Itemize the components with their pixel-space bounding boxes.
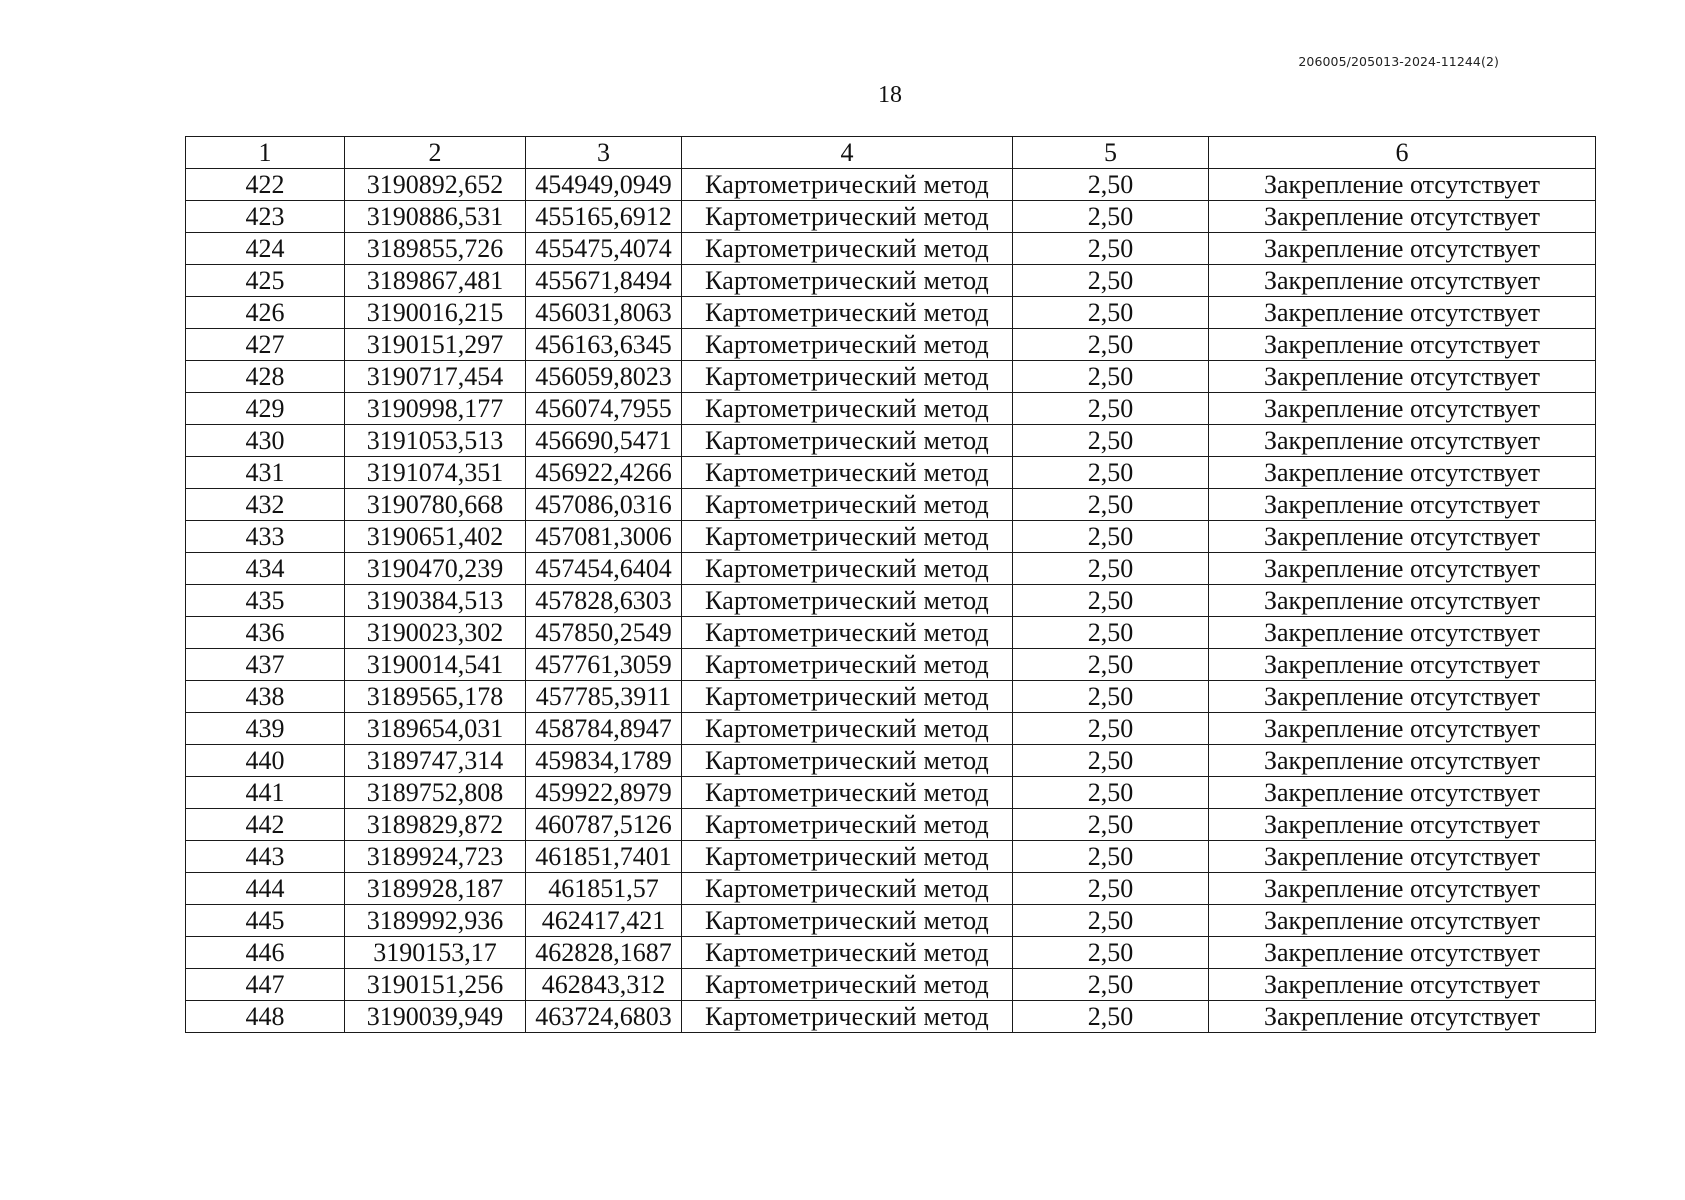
fixing-cell: Закрепление отсутствует	[1209, 489, 1596, 521]
coord-y-cell: 457761,3059	[526, 649, 682, 681]
point-number-cell: 422	[186, 169, 345, 201]
coord-y-cell: 456922,4266	[526, 457, 682, 489]
table-row	[186, 841, 1596, 873]
fixing-cell: Закрепление отсутствует	[1209, 329, 1596, 361]
table-row	[186, 393, 1596, 425]
accuracy-cell: 2,50	[1013, 585, 1209, 617]
point-number-cell: 440	[186, 745, 345, 777]
table-row	[186, 777, 1596, 809]
point-number-cell: 433	[186, 521, 345, 553]
accuracy-cell: 2,50	[1013, 201, 1209, 233]
coord-y-cell: 462828,1687	[526, 937, 682, 969]
method-cell: Картометрический метод	[682, 745, 1013, 777]
fixing-cell: Закрепление отсутствует	[1209, 457, 1596, 489]
column-header: 1	[186, 137, 345, 169]
point-number-cell: 442	[186, 809, 345, 841]
accuracy-cell: 2,50	[1013, 905, 1209, 937]
table-row	[186, 489, 1596, 521]
point-number-cell: 447	[186, 969, 345, 1001]
point-number-cell: 438	[186, 681, 345, 713]
method-cell: Картометрический метод	[682, 425, 1013, 457]
fixing-cell: Закрепление отсутствует	[1209, 553, 1596, 585]
coord-x-cell: 3189924,723	[345, 841, 526, 873]
accuracy-cell: 2,50	[1013, 777, 1209, 809]
table-row	[186, 969, 1596, 1001]
column-header: 2	[345, 137, 526, 169]
fixing-cell: Закрепление отсутствует	[1209, 777, 1596, 809]
coord-y-cell: 462843,312	[526, 969, 682, 1001]
table-row	[186, 649, 1596, 681]
coord-x-cell: 3190023,302	[345, 617, 526, 649]
coord-x-cell: 3190892,652	[345, 169, 526, 201]
document-id: 206005/205013-2024-11244(2)	[1298, 54, 1499, 69]
fixing-cell: Закрепление отсутствует	[1209, 1001, 1596, 1033]
coord-y-cell: 457850,2549	[526, 617, 682, 649]
coord-y-cell: 460787,5126	[526, 809, 682, 841]
coord-y-cell: 459922,8979	[526, 777, 682, 809]
fixing-cell: Закрепление отсутствует	[1209, 873, 1596, 905]
table-row	[186, 457, 1596, 489]
table-row	[186, 233, 1596, 265]
method-cell: Картометрический метод	[682, 873, 1013, 905]
accuracy-cell: 2,50	[1013, 969, 1209, 1001]
coord-x-cell: 3189654,031	[345, 713, 526, 745]
accuracy-cell: 2,50	[1013, 809, 1209, 841]
fixing-cell: Закрепление отсутствует	[1209, 681, 1596, 713]
coord-x-cell: 3189992,936	[345, 905, 526, 937]
coord-y-cell: 455671,8494	[526, 265, 682, 297]
coord-y-cell: 457454,6404	[526, 553, 682, 585]
table-body	[186, 169, 1596, 1033]
coord-y-cell: 459834,1789	[526, 745, 682, 777]
accuracy-cell: 2,50	[1013, 937, 1209, 969]
coord-x-cell: 3189928,187	[345, 873, 526, 905]
fixing-cell: Закрепление отсутствует	[1209, 297, 1596, 329]
point-number-cell: 430	[186, 425, 345, 457]
point-number-cell: 428	[186, 361, 345, 393]
table-row	[186, 681, 1596, 713]
coord-y-cell: 463724,6803	[526, 1001, 682, 1033]
fixing-cell: Закрепление отсутствует	[1209, 905, 1596, 937]
coord-y-cell: 456059,8023	[526, 361, 682, 393]
fixing-cell: Закрепление отсутствует	[1209, 745, 1596, 777]
point-number-cell: 439	[186, 713, 345, 745]
method-cell: Картометрический метод	[682, 169, 1013, 201]
fixing-cell: Закрепление отсутствует	[1209, 585, 1596, 617]
method-cell: Картометрический метод	[682, 585, 1013, 617]
method-cell: Картометрический метод	[682, 457, 1013, 489]
coord-y-cell: 457081,3006	[526, 521, 682, 553]
method-cell: Картометрический метод	[682, 649, 1013, 681]
coord-x-cell: 3190780,668	[345, 489, 526, 521]
method-cell: Картометрический метод	[682, 841, 1013, 873]
point-number-cell: 443	[186, 841, 345, 873]
column-header: 6	[1209, 137, 1596, 169]
table-row	[186, 617, 1596, 649]
accuracy-cell: 2,50	[1013, 457, 1209, 489]
coord-x-cell: 3190886,531	[345, 201, 526, 233]
coord-x-cell: 3189747,314	[345, 745, 526, 777]
column-header: 3	[526, 137, 682, 169]
coord-y-cell: 455165,6912	[526, 201, 682, 233]
accuracy-cell: 2,50	[1013, 521, 1209, 553]
table-row	[186, 169, 1596, 201]
fixing-cell: Закрепление отсутствует	[1209, 265, 1596, 297]
coord-x-cell: 3190151,256	[345, 969, 526, 1001]
table-row	[186, 425, 1596, 457]
coord-x-cell: 3190470,239	[345, 553, 526, 585]
coord-x-cell: 3189867,481	[345, 265, 526, 297]
coord-y-cell: 462417,421	[526, 905, 682, 937]
coord-x-cell: 3191053,513	[345, 425, 526, 457]
method-cell: Картометрический метод	[682, 777, 1013, 809]
method-cell: Картометрический метод	[682, 969, 1013, 1001]
table-header-row	[186, 137, 1596, 169]
fixing-cell: Закрепление отсутствует	[1209, 617, 1596, 649]
accuracy-cell: 2,50	[1013, 265, 1209, 297]
coord-y-cell: 461851,7401	[526, 841, 682, 873]
accuracy-cell: 2,50	[1013, 361, 1209, 393]
table-row	[186, 297, 1596, 329]
table-row	[186, 361, 1596, 393]
fixing-cell: Закрепление отсутствует	[1209, 361, 1596, 393]
coord-x-cell: 3190651,402	[345, 521, 526, 553]
fixing-cell: Закрепление отсутствует	[1209, 425, 1596, 457]
table-row	[186, 905, 1596, 937]
accuracy-cell: 2,50	[1013, 745, 1209, 777]
fixing-cell: Закрепление отсутствует	[1209, 969, 1596, 1001]
column-header: 5	[1013, 137, 1209, 169]
accuracy-cell: 2,50	[1013, 873, 1209, 905]
coord-x-cell: 3191074,351	[345, 457, 526, 489]
point-number-cell: 445	[186, 905, 345, 937]
method-cell: Картометрический метод	[682, 489, 1013, 521]
coord-y-cell: 456690,5471	[526, 425, 682, 457]
coord-x-cell: 3190998,177	[345, 393, 526, 425]
accuracy-cell: 2,50	[1013, 169, 1209, 201]
table-row	[186, 809, 1596, 841]
point-number-cell: 444	[186, 873, 345, 905]
table-row	[186, 553, 1596, 585]
method-cell: Картометрический метод	[682, 265, 1013, 297]
coord-y-cell: 454949,0949	[526, 169, 682, 201]
fixing-cell: Закрепление отсутствует	[1209, 233, 1596, 265]
method-cell: Картометрический метод	[682, 233, 1013, 265]
method-cell: Картометрический метод	[682, 617, 1013, 649]
table-row	[186, 329, 1596, 361]
fixing-cell: Закрепление отсутствует	[1209, 809, 1596, 841]
column-header: 4	[682, 137, 1013, 169]
coord-y-cell: 456031,8063	[526, 297, 682, 329]
point-number-cell: 427	[186, 329, 345, 361]
point-number-cell: 423	[186, 201, 345, 233]
coord-y-cell: 461851,57	[526, 873, 682, 905]
accuracy-cell: 2,50	[1013, 553, 1209, 585]
accuracy-cell: 2,50	[1013, 681, 1209, 713]
fixing-cell: Закрепление отсутствует	[1209, 393, 1596, 425]
point-number-cell: 446	[186, 937, 345, 969]
accuracy-cell: 2,50	[1013, 329, 1209, 361]
fixing-cell: Закрепление отсутствует	[1209, 841, 1596, 873]
method-cell: Картометрический метод	[682, 393, 1013, 425]
method-cell: Картометрический метод	[682, 713, 1013, 745]
point-number-cell: 432	[186, 489, 345, 521]
accuracy-cell: 2,50	[1013, 297, 1209, 329]
point-number-cell: 435	[186, 585, 345, 617]
point-number-cell: 441	[186, 777, 345, 809]
table-row	[186, 713, 1596, 745]
point-number-cell: 437	[186, 649, 345, 681]
coord-x-cell: 3190016,215	[345, 297, 526, 329]
method-cell: Картометрический метод	[682, 905, 1013, 937]
point-number-cell: 426	[186, 297, 345, 329]
fixing-cell: Закрепление отсутствует	[1209, 169, 1596, 201]
page-number: 18	[878, 82, 902, 108]
coord-x-cell: 3189855,726	[345, 233, 526, 265]
coord-y-cell: 458784,8947	[526, 713, 682, 745]
accuracy-cell: 2,50	[1013, 841, 1209, 873]
coord-y-cell: 455475,4074	[526, 233, 682, 265]
method-cell: Картометрический метод	[682, 521, 1013, 553]
coord-y-cell: 456074,7955	[526, 393, 682, 425]
method-cell: Картометрический метод	[682, 297, 1013, 329]
fixing-cell: Закрепление отсутствует	[1209, 937, 1596, 969]
point-number-cell: 448	[186, 1001, 345, 1033]
coord-y-cell: 457785,3911	[526, 681, 682, 713]
coord-x-cell: 3189565,178	[345, 681, 526, 713]
fixing-cell: Закрепление отсутствует	[1209, 649, 1596, 681]
table-row	[186, 745, 1596, 777]
fixing-cell: Закрепление отсутствует	[1209, 521, 1596, 553]
accuracy-cell: 2,50	[1013, 1001, 1209, 1033]
method-cell: Картометрический метод	[682, 1001, 1013, 1033]
coord-x-cell: 3190153,17	[345, 937, 526, 969]
coord-y-cell: 457828,6303	[526, 585, 682, 617]
accuracy-cell: 2,50	[1013, 393, 1209, 425]
accuracy-cell: 2,50	[1013, 425, 1209, 457]
method-cell: Картометрический метод	[682, 553, 1013, 585]
coord-x-cell: 3190014,541	[345, 649, 526, 681]
coord-x-cell: 3190151,297	[345, 329, 526, 361]
accuracy-cell: 2,50	[1013, 233, 1209, 265]
fixing-cell: Закрепление отсутствует	[1209, 713, 1596, 745]
table-row	[186, 1001, 1596, 1033]
accuracy-cell: 2,50	[1013, 649, 1209, 681]
coord-y-cell: 457086,0316	[526, 489, 682, 521]
table-row	[186, 585, 1596, 617]
coord-x-cell: 3190384,513	[345, 585, 526, 617]
table-row	[186, 873, 1596, 905]
accuracy-cell: 2,50	[1013, 713, 1209, 745]
point-number-cell: 436	[186, 617, 345, 649]
table-row	[186, 521, 1596, 553]
fixing-cell: Закрепление отсутствует	[1209, 201, 1596, 233]
point-number-cell: 431	[186, 457, 345, 489]
coord-y-cell: 456163,6345	[526, 329, 682, 361]
method-cell: Картометрический метод	[682, 361, 1013, 393]
point-number-cell: 424	[186, 233, 345, 265]
method-cell: Картометрический метод	[682, 809, 1013, 841]
table-row	[186, 201, 1596, 233]
coord-x-cell: 3190039,949	[345, 1001, 526, 1033]
point-number-cell: 434	[186, 553, 345, 585]
accuracy-cell: 2,50	[1013, 617, 1209, 649]
method-cell: Картометрический метод	[682, 201, 1013, 233]
coord-x-cell: 3189829,872	[345, 809, 526, 841]
method-cell: Картометрический метод	[682, 681, 1013, 713]
table-row	[186, 937, 1596, 969]
method-cell: Картометрический метод	[682, 329, 1013, 361]
method-cell: Картометрический метод	[682, 937, 1013, 969]
coord-x-cell: 3190717,454	[345, 361, 526, 393]
table-row	[186, 265, 1596, 297]
coord-x-cell: 3189752,808	[345, 777, 526, 809]
point-number-cell: 425	[186, 265, 345, 297]
point-number-cell: 429	[186, 393, 345, 425]
coordinates-table	[185, 136, 1596, 1033]
accuracy-cell: 2,50	[1013, 489, 1209, 521]
